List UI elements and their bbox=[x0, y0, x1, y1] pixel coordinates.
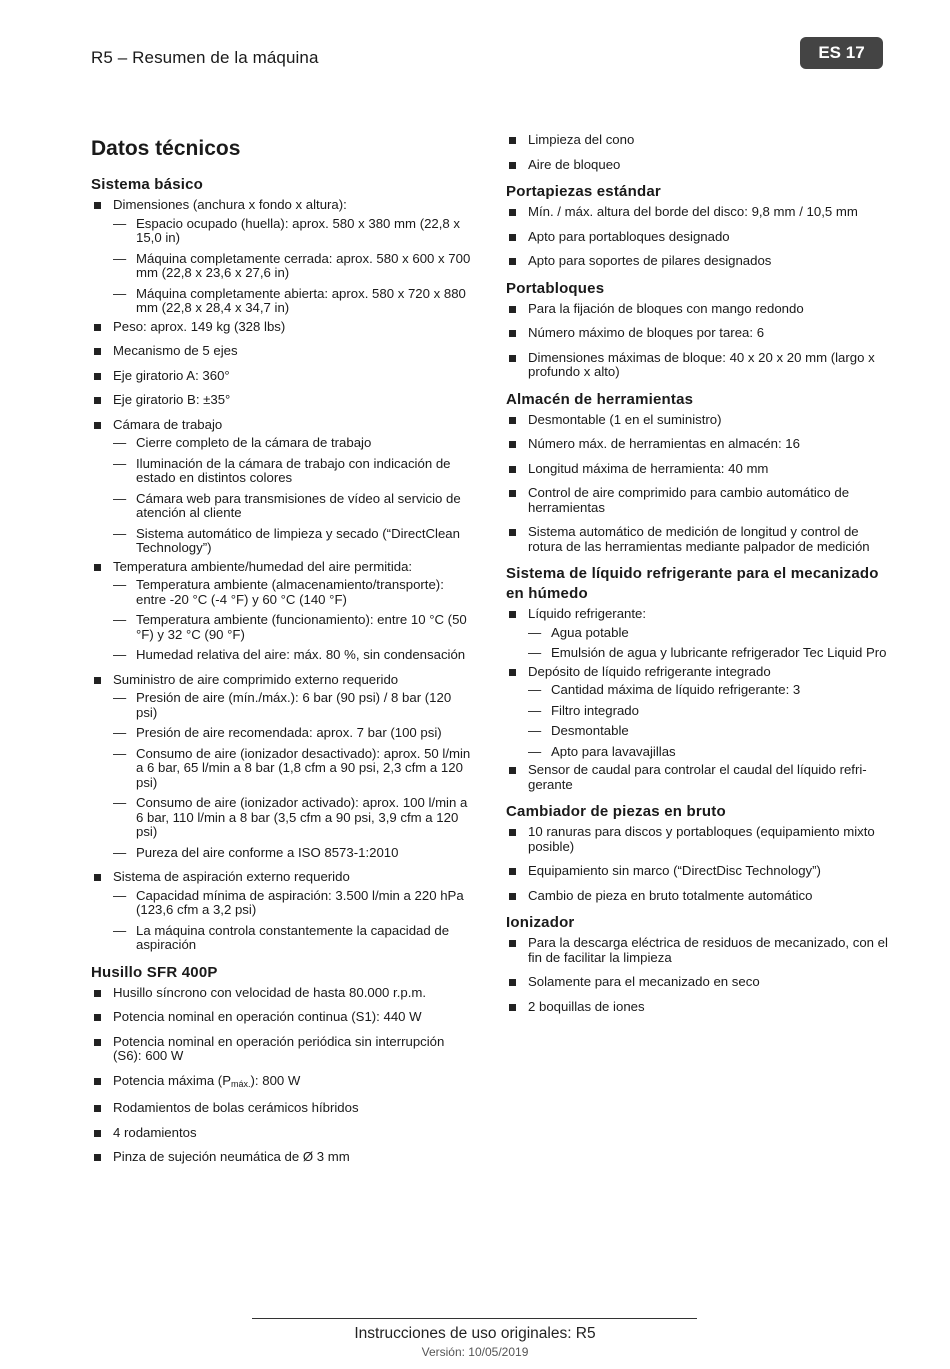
section-heading-husillo: Husillo SFR 400P bbox=[91, 963, 218, 981]
footer-title: Instrucciones de uso originales: R5 bbox=[354, 1325, 596, 1342]
sub-list bbox=[113, 436, 476, 556]
sub-list-item: — Sistema automático de limpieza y secado (“DirectClean Technology”) bbox=[113, 527, 476, 556]
sub-list-item: — Iluminación de la cámara de trabajo con indicación de estado en distintos colores bbox=[113, 457, 476, 486]
section-heading-ionizador: Ionizador bbox=[506, 914, 575, 931]
sub-list-item: — Máquina completamente cerrada: aprox. 580 x 600 x 700 mm (22,8 x 23,6 x 27,6 in) bbox=[113, 252, 476, 281]
list-item: Número máximo de bloques por tarea: 6 bbox=[506, 326, 888, 341]
sub-list-item: — Agua potable bbox=[528, 626, 888, 641]
sub-list-item: — Consumo de aire (ionizador desactivado): aprox. 50 l/min a 6 bar, 65 l/min a 8 bar (1,8 cfm a 90 psi, 2,3 cfm a 120 psi) bbox=[113, 747, 476, 791]
list-item: Mín. / máx. altura del borde del disco: 9,8 mm / 10,5 mm bbox=[506, 205, 888, 220]
list-item: Apto para soportes de pilares designados bbox=[506, 254, 888, 269]
list-item: Para la fijación de bloques con mango redondo bbox=[506, 302, 888, 317]
list-item: Aire de bloqueo bbox=[506, 158, 888, 173]
bullet-list-ionizador bbox=[506, 936, 888, 1014]
list-item: 4 rodamientos bbox=[91, 1126, 476, 1141]
sub-list-item: — Humedad relativa del aire: máx. 80 %, sin condensación bbox=[113, 648, 476, 663]
bullet-list-sistema-basico bbox=[91, 198, 476, 953]
running-header: R5 – Resumen de la máquina bbox=[91, 48, 319, 67]
section-heading-sistema-basico: Sistema básico bbox=[91, 176, 204, 193]
sub-list-item: — La máquina controla constantemente la capacidad de aspiración bbox=[113, 924, 476, 953]
list-item: Longitud máxima de herramienta: 40 mm bbox=[506, 462, 888, 477]
section-heading-portapiezas: Portapiezas estándar bbox=[506, 183, 661, 200]
page-number-badge: ES 17 bbox=[800, 37, 883, 69]
list-item bbox=[506, 607, 888, 661]
list-item: Apto para portabloques designado bbox=[506, 230, 888, 245]
sub-list bbox=[528, 626, 888, 661]
footer-divider bbox=[252, 1318, 697, 1319]
sub-list-item: — Desmontable bbox=[528, 724, 888, 739]
list-item: Husillo síncrono con velocidad de hasta 80.000 r.p.m. bbox=[91, 986, 476, 1001]
list-item-text: Dimensiones (anchura x fondo x altura): bbox=[113, 197, 347, 212]
list-item: Solamente para el mecanizado en seco bbox=[506, 975, 888, 990]
bullet-list-portapiezas bbox=[506, 205, 888, 269]
sub-list bbox=[113, 889, 476, 953]
list-item-potencia-maxima bbox=[91, 1074, 476, 1092]
list-item: Peso: aprox. 149 kg (328 lbs) bbox=[91, 320, 476, 335]
right-column bbox=[506, 133, 888, 1024]
section-heading-almacen: Almacén de herramientas bbox=[506, 390, 694, 408]
section-heading-portabloques: Portabloques bbox=[506, 279, 605, 297]
list-item: Número máx. de herramientas en almacén: 16 bbox=[506, 437, 888, 452]
sub-list-item: — Presión de aire (mín./máx.): 6 bar (90 psi) / 8 bar (120 psi) bbox=[113, 691, 476, 720]
section-heading-refrigerante: Sistema de líquido refrigerante para el mecanizado en húmedo bbox=[506, 565, 879, 602]
section-heading-cambiador: Cambiador de piezas en bruto bbox=[506, 803, 726, 820]
sub-list-item: — Cierre completo de la cámara de trabajo bbox=[113, 436, 476, 451]
left-column bbox=[91, 136, 476, 1175]
bullet-list-cambiador bbox=[506, 825, 888, 903]
list-item-text: ): 800 W bbox=[250, 1072, 301, 1088]
list-item-text: Depósito de líquido refrigerante integrado bbox=[528, 663, 771, 679]
sub-list-item: — Emulsión de agua y lubricante refrigerador Tec Liquid Pro bbox=[528, 646, 888, 661]
sub-list bbox=[113, 217, 476, 316]
list-item: Potencia nominal en operación continua (S1): 440 W bbox=[91, 1010, 476, 1025]
list-item-text: Temperatura ambiente/humedad del aire permitida: bbox=[113, 558, 413, 574]
sub-list-item: — Temperatura ambiente (almacenamiento/transporte): entre -20 °C (-4 °F) y 60 °C (140 °F) bbox=[113, 578, 476, 607]
list-item: 2 boquillas de iones bbox=[506, 1000, 888, 1015]
sub-list-item: — Filtro integrado bbox=[528, 704, 888, 719]
list-item: Sistema automático de medición de longitud y control de rotura de las herramientas mediante palpador de medición bbox=[506, 525, 888, 554]
bullet-list-refrigerante bbox=[506, 607, 888, 792]
subscript-text: máx. bbox=[231, 1078, 251, 1089]
footer-version: Versión: 10/05/2019 bbox=[421, 1345, 529, 1359]
list-item bbox=[91, 560, 476, 663]
sub-list-item: — Cantidad máxima de líquido refrigerante: 3 bbox=[528, 683, 888, 698]
bullet-list-portabloques bbox=[506, 302, 888, 380]
sub-list bbox=[528, 683, 888, 759]
sub-list-item: — Espacio ocupado (huella): aprox. 580 x 380 mm (22,8 x 15,0 in) bbox=[113, 217, 476, 246]
list-item: Desmontable (1 en el suministro) bbox=[506, 413, 888, 428]
sub-list-item: — Temperatura ambiente (funcionamiento): entre 10 °C (50 °F) y 32 °C (90 °F) bbox=[113, 613, 476, 642]
sub-list-item: — Cámara web para transmisiones de vídeo al servicio de atención al cliente bbox=[113, 492, 476, 521]
list-item: Dimensiones máximas de bloque: 40 x 20 x 20 mm (largo x profundo x alto) bbox=[506, 351, 888, 380]
sub-list bbox=[113, 691, 476, 860]
sub-list-item: — Capacidad mínima de aspiración: 3.500 l/min a 220 hPa (123,6 cfm a 3,2 psi) bbox=[113, 889, 476, 918]
sub-list-item: — Consumo de aire (ionizador activado): aprox. 100 l/min a 6 bar, 110 l/min a 8 bar (3,5 cfm a 90 psi, 3,9 cfm a 120 psi) bbox=[113, 796, 476, 840]
list-item bbox=[91, 673, 476, 861]
list-item: Mecanismo de 5 ejes bbox=[91, 344, 476, 359]
list-item-text: Cámara de trabajo bbox=[113, 416, 223, 432]
list-item: Eje giratorio A: 360° bbox=[91, 369, 476, 384]
list-item: Potencia nominal en operación periódica sin interrupción (S6): 600 W bbox=[91, 1035, 476, 1064]
list-item: Eje giratorio B: ±35° bbox=[91, 393, 476, 408]
bullet-list-almacen bbox=[506, 413, 888, 555]
sub-list-item: — Presión de aire recomendada: aprox. 7 bar (100 psi) bbox=[113, 726, 476, 741]
list-item: 10 ranuras para discos y portabloques (equipamiento mixto posible) bbox=[506, 825, 888, 854]
bullet-list-husillo-continued bbox=[506, 133, 888, 172]
sub-list-item: — Pureza del aire conforme a ISO 8573-1:2010 bbox=[113, 846, 476, 861]
list-item bbox=[91, 870, 476, 953]
list-item: Limpieza del cono bbox=[506, 133, 888, 148]
list-item bbox=[91, 198, 476, 316]
sub-list-item: — Apto para lavavajillas bbox=[528, 745, 888, 760]
list-item: Cambio de pieza en bruto totalmente automático bbox=[506, 889, 888, 904]
sub-list-item: — Máquina completamente abierta: aprox. 580 x 720 x 880 mm (22,8 x 28,4 x 34,7 in) bbox=[113, 287, 476, 316]
list-item: Pinza de sujeción neumática de Ø 3 mm bbox=[91, 1150, 476, 1165]
list-item-text: Líquido refrigerante: bbox=[528, 606, 647, 621]
bullet-list-husillo bbox=[91, 986, 476, 1165]
list-item-text: Sistema de aspiración externo requerido bbox=[113, 869, 350, 884]
list-item bbox=[506, 665, 888, 760]
list-item: Equipamiento sin marco (“DirectDisc Technology”) bbox=[506, 864, 888, 879]
list-item-text: Potencia máxima (P bbox=[113, 1072, 231, 1088]
list-item: Para la descarga eléctrica de residuos de mecanizado, con el fin de facilitar la limpieza bbox=[506, 936, 888, 965]
list-item-text: Suministro de aire comprimido externo requerido bbox=[113, 671, 399, 687]
list-item: Control de aire comprimido para cambio automático de herramientas bbox=[506, 486, 888, 515]
list-item bbox=[91, 418, 476, 556]
sub-list bbox=[113, 578, 476, 663]
list-item: Rodamientos de bolas cerámicos híbridos bbox=[91, 1101, 476, 1116]
page-title: Datos técnicos bbox=[91, 137, 241, 160]
list-item: Sensor de caudal para controlar el caudal del líquido refrigerante bbox=[506, 763, 888, 792]
